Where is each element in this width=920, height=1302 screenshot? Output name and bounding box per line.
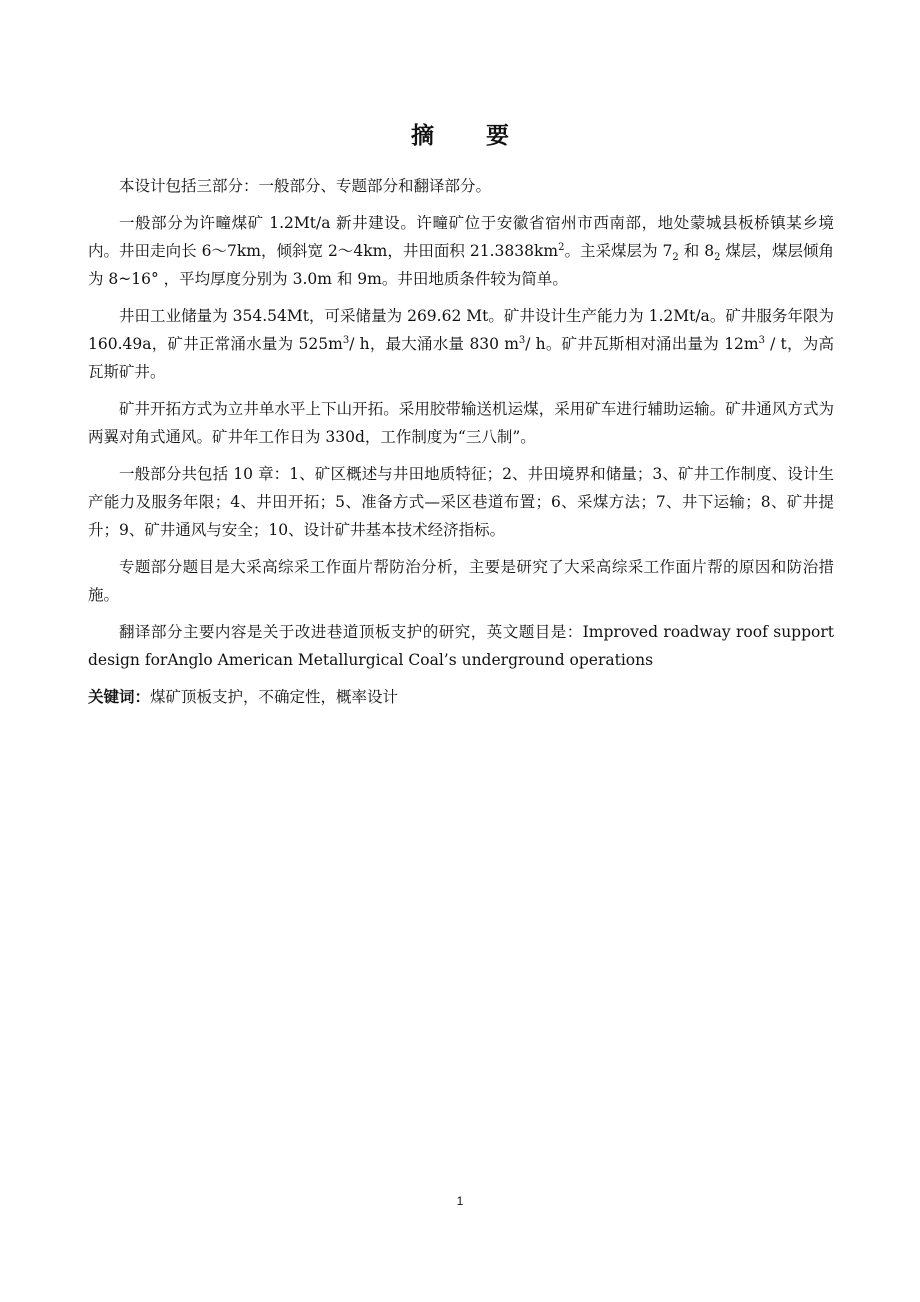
keywords-text: 煤矿顶板支护，不确定性，概率设计 (150, 688, 399, 706)
keywords-line (88, 683, 834, 711)
paragraph-overview: 本设计包括三部分：一般部分、专题部分和翻译部分。 (119, 177, 492, 195)
subscript: 2 (714, 252, 721, 264)
abstract-body (88, 172, 834, 720)
paragraph-chapters: 一般部分共包括 10 章：1、矿区概述与井田地质特征；2、井田境界和储量；3、矿井工作制度、设计生产能力及服务年限；4、井田开拓；5、准备方式—采区巷道布置；6、采煤方法；7、井下运输；8、矿井提升；9、矿井通风与安全；10、设计矿井基本技术经济指标。 (88, 465, 834, 539)
text-run: 和 8 (678, 242, 715, 260)
superscript: 2 (558, 241, 565, 253)
paragraph-special-topic: 专题部分题目是大采高综采工作面片帮防治分析，主要是研究了大采高综采工作面片帮的原因和防治措施。 (88, 558, 834, 604)
page-title: 摘 要 (410, 122, 531, 149)
keywords-label: 关键词： (88, 688, 151, 706)
superscript: 3 (518, 334, 526, 346)
paragraph-development: 矿井开拓方式为立井单水平上下山开拓。采用胶带输送机运煤，采用矿车进行辅助运输。矿井通风方式为两翼对角式通风。矿井年工作日为 330d，工作制度为“三八制”。 (88, 400, 834, 446)
paragraph-reserves (88, 302, 834, 386)
text-run: 井田工业储量为 354.54Mt，可采储量为 269.62 Mt。矿井设计生产能力为 1.2Mt/a。矿井服务年限为 160.49a，矿井正常涌水量为 525m (88, 307, 834, 353)
paragraph-general-part (88, 209, 834, 293)
text-run: 一般部分为许疃煤矿 1.2Mt/a 新井建设。许疃矿位于安徽省宿州市西南部，地处蒙城县板桥镇某乡境内。井田走向长 6～7km，倾斜宽 2～4km，井田面积 21.3838km (88, 214, 834, 260)
superscript: 3 (758, 334, 765, 346)
paragraph-translation: 翻译部分主要内容是关于改进巷道顶板支护的研究，英文题目是：Improved roadway roof support design forAnglo American Metallurgical Coal’s underground operations (88, 623, 834, 669)
superscript: 3 (342, 334, 350, 346)
page-number: 1 (456, 1194, 464, 1208)
text-run: / h。矿井瓦斯相对涌出量为 12m (525, 335, 759, 353)
text-run: / h，最大涌水量 830 m (349, 335, 519, 353)
text-run: 。主采煤层为 7 (564, 242, 673, 260)
text-run: / t，为高瓦斯矿井。 (88, 335, 835, 381)
text-run: 煤层，煤层倾角为 8~16° ，平均厚度分别为 3.0m 和 9m。井田地质条件较为简单。 (88, 242, 834, 288)
subscript: 2 (672, 252, 679, 264)
